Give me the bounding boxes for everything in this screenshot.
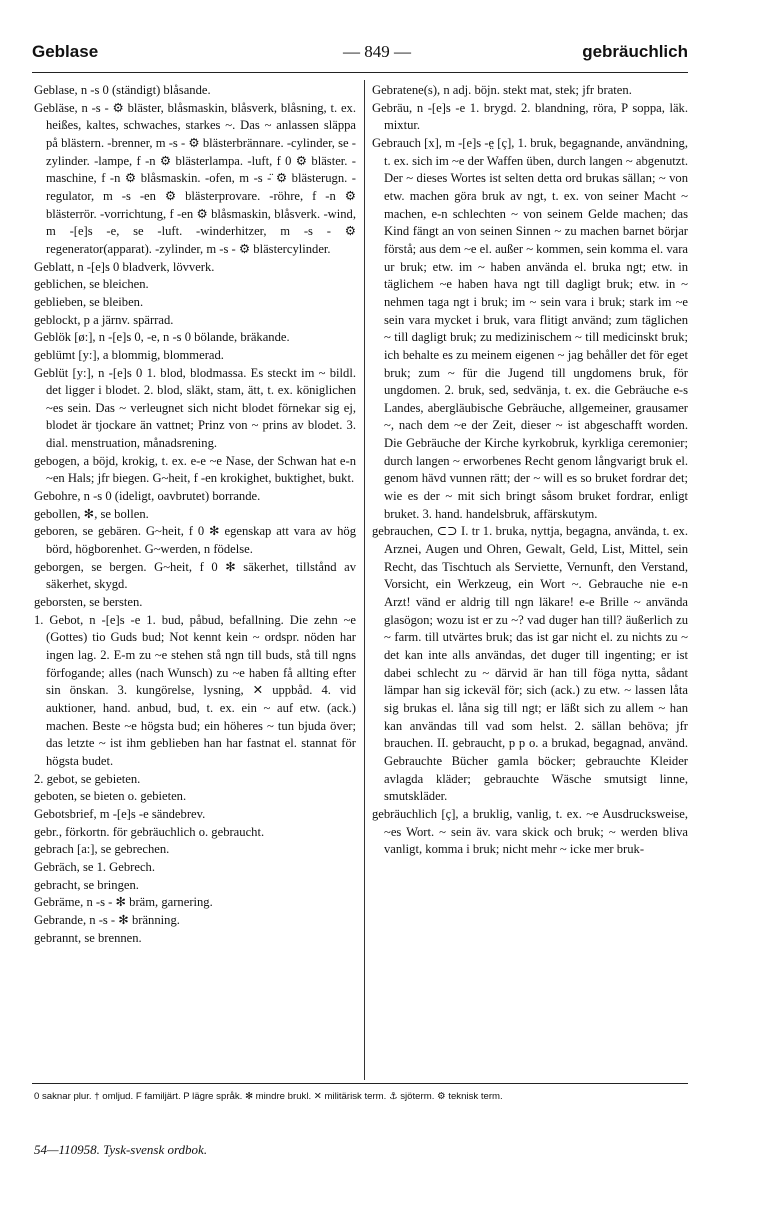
dictionary-entry: Gebrande, n -s - ✻ bränning. — [34, 912, 180, 927]
dictionary-entry: geblockt, p a järnv. spärrad. — [34, 312, 174, 327]
dictionary-entry: Geblök [ø:], n -[e]s 0, -e, n -s 0 bölande, bräkande. — [34, 330, 290, 345]
header-rule — [32, 72, 688, 73]
dictionary-entry: geborgen, se bergen. G~heit, f 0 ✻ säkerhet, tillstånd av säkerhet, skygd. — [34, 559, 356, 592]
dictionary-entry: Geblase, n -s 0 (ständigt) blåsande. — [34, 83, 211, 97]
dictionary-entry: gebrauchen, ⊂⊃ I. tr 1. bruka, nyttja, begagna, använda, t. ex. Arznei, Augen und Ohren, Gewalt, Geld, List, Mittel, sein Recht, das Tischtuch als Serviette, Vernunft, den Verstand, Vorsicht, ein Werkzeug, ein Wort ~. Gebrauche nie e-n Arzt! vänd er aldrig till ngn läkare! e-e Brille ~ använda glasögon; wozu ist er zu ~? vad duger han till? äußerlich zu ~ farm. till utvärtes bruk; das ist gar nicht el. zu nichts zu ~ det kan inte alls användas, det duger till ingenting; er ist dabei schlecht zu ~ därvid är han till föga nytta, sådant lämpar han sig ickeväl för; sich (ack.) zu etw. ~ lassen låta sig brukas el. låna sig till ngt; er läßt sich zu allem ~ han kan användas till vad som helst. 2. sällan behöva; jfr brauchen. II. gebraucht, p p o. a brukad, begagnad, använd. Gebrauchte Bücher gamla böcker; gebrauchte Kleider avlagda kläder; gebrauchte Wäsche smutsigt linne, smutskläder. — [372, 524, 688, 804]
dictionary-entry: gebr., förkortn. för gebräuchlich o. gebraucht. — [34, 824, 265, 839]
dictionary-entry: geblümt [y:], a blommig, blommerad. — [34, 347, 224, 362]
page-number: — 849 — — [343, 42, 411, 61]
dictionary-entry: Gebohre, n -s 0 (ideligt, oavbrutet) borrande. — [34, 489, 261, 504]
right-column — [372, 82, 688, 859]
header-right-guide-word: gebräuchlich — [582, 42, 688, 61]
dictionary-entry: gebollen, ✻, se bollen. — [34, 506, 149, 521]
footer-rule — [32, 1083, 688, 1084]
dictionary-entry: gebrach [a:], se gebrechen. — [34, 842, 170, 857]
dictionary-entry: Gebräme, n -s - ✻ bräm, garnering. — [34, 895, 213, 910]
dictionary-entry: geboten, se bieten o. gebieten. — [34, 789, 187, 804]
dictionary-entry: 2. gebot, se gebieten. — [34, 771, 141, 786]
dictionary-entry: gebogen, a böjd, krokig, t. ex. e-e ~e Nase, der Schwan hat e-n ~en Hals; jfr biegen. G~heit, f -en krokighet, buktighet, bukt. — [34, 453, 356, 486]
dictionary-entry: gebrannt, se brennen. — [34, 930, 142, 945]
dictionary-entry: Geblatt, n -[e]s 0 bladverk, lövverk. — [34, 259, 215, 274]
dictionary-entry: geborsten, se bersten. — [34, 595, 143, 610]
dictionary-entry: Gebräu, n -[e]s -e 1. brygd. 2. blandning, röra, P soppa, läk. mixtur. — [372, 100, 688, 133]
dictionary-entry: gebracht, se bringen. — [34, 877, 139, 892]
print-footer: 54—110958. Tysk-svensk ordbok. — [34, 1142, 208, 1157]
column-divider — [364, 80, 365, 1080]
header-left-guide-word: Geblase — [32, 42, 99, 61]
dictionary-entry: 1. Gebot, n -[e]s -e 1. bud, påbud, befallning. Die zehn ~e (Gottes) tio Guds bud; Not kennt kein ~ ordspr. nöden har ingen lag. 2. E-m zu ~e stehen stå ngn till buds, stå till ngns förfogande; alles (nach Wunsch) zu ~e haben få allting efter sin önskan. 3. kungörelse, lysning, ✕ uppbåd. 4. vid auktioner, hand. anbud, bud, t. ex. ein ~ auf etw. (ack.) machen. Beste ~e högsta bud; ein höheres ~ tun bjuda över; das letzte ~ ist ihm geblieben han har fastnat el. stannat för högsta budet. — [34, 612, 356, 768]
dictionary-entry: Geblüt [y:], n -[e]s 0 1. blod, blodmassa. Es steckt im ~ bildl. det ligger i blodet. 2. blod, släkt, stam, ätt, t. ex. königlichen ~es sein. Das ~ verleugnet sich nicht blodet förnekar sig ej, blodet är tjockare än vattnet; Prinz von ~ prins av blodet. 3. dial. menstruation, månadsrening. — [34, 365, 356, 451]
dictionary-entry: Gebläse, n -s - ⚙ bläster, blåsmaskin, blåsverk, blåsning, t. ex. heißes, kaltes, schwaches, starkes ~. Das ~ anlassen släppa på blästern. -brenner, m -s - ⚙ blästerbrännare. -cylinder, se -zylinder. -lampe, f -n ⚙ blästerlampa. -luft, f 0 ⚙ bläster. -maschine, f -n ⚙ blåsmaskin. -ofen, m -s -̈ ⚙ blästerugn. -regulator, m -s -en ⚙ blästerprovare. -röhre, f -n ⚙ blästerrör. -vorrichtung, f -en ⚙ blåsmaskin, blåsverk. -wind, m -[e]s -e, se -luft. -winderhitzer, m -s - ⚙ regenerator(apparat). -zylinder, m -s - ⚙ blästercylinder. — [34, 100, 356, 256]
left-column — [34, 82, 356, 947]
dictionary-entry: geblieben, se bleiben. — [34, 294, 144, 309]
dictionary-entry: gebräuchlich [ç], a bruklig, vanlig, t. ex. ~e Ausdrucksweise, ~es Wort. ~ sein äv. vara skick och bruk; ~ werden bliva vanligt, komma i bruk; nicht mehr ~ icke mer bruk- — [372, 806, 688, 857]
dictionary-entry: geboren, se gebären. G~heit, f 0 ✻ egenskap att vara av hög börd, högborenhet. G~werden, n födelse. — [34, 524, 356, 557]
page-header — [32, 42, 688, 66]
dictionary-entry: geblichen, se bleichen. — [34, 277, 149, 292]
dictionary-entry: Gebrauch [x], m -[e]s -e̤ [ç], 1. bruk, begagnande, användning, t. ex. sich im ~e der Waffen üben, durch langen ~ abgenutzt. Der ~ dieses Wortes ist selten detta ord brukas sällan; ~ von etw. machen göra bruk av ngt, t. ex. von seiner Macht ~ machen, e-n schlechten ~ von seinem Gelde machen; das Kind fängt an von seinen Sinnen ~ zu machen barnet börjar förstå; aus dem ~e el. außer ~ kommen, sein komma el. vara ur bruk; etw. im ~ haben använda el. bruka ngt; etw. in täglichem ~e haben hava ngt till dagligt bruk; etw. in ~ nehmen taga ngt i bruk; im ~ sein vara i bruk; stark im ~e sein vara mycket i bruk, vara flitigt använd; zum täglichen ~ till dagligt bruk; zu medizinischem ~ till medicinskt bruk; ich behalte es zu meinem eigenen ~ jag behåller det för eget bruk; zum ~ für die Jugend till ungdomens bruk, för ungdomen. 2. bruk, sed, sedvänja, t. ex. die Gebräuche e-s Landes, abergläubische Gebräuche, allgemeiner, grausamer ~, nach dem ~e der Zeit, dieser ~ ist abgeschafft worden. Die Gebräuche der Kirche kyrkobruk, kyrkliga ceremonier; durch langen ~ erworbenes Recht genom långvarigt bruk el. genom hävd vunnen rätt; der ~ will es so bruket fordrar det; wie es der ~ mit sich bringt såsom bruket fordrar, enligt bruket. 3. hand. handelsbruk, affärskutym. — [372, 135, 688, 521]
dictionary-entry: Gebratene(s), n adj. böjn. stekt mat, stek; jfr braten. — [372, 83, 632, 97]
dictionary-entry: Gebotsbrief, m -[e]s -e sändebrev. — [34, 806, 206, 821]
abbreviation-legend: 0 saknar plur. † omljud. F familjärt. P lägre språk. ✻ mindre brukl. ✕ militärisk term. ⚓ sjöterm. ⚙ teknisk term. — [34, 1091, 503, 1102]
dictionary-entry: Gebräch, se 1. Gebrech. — [34, 859, 155, 874]
